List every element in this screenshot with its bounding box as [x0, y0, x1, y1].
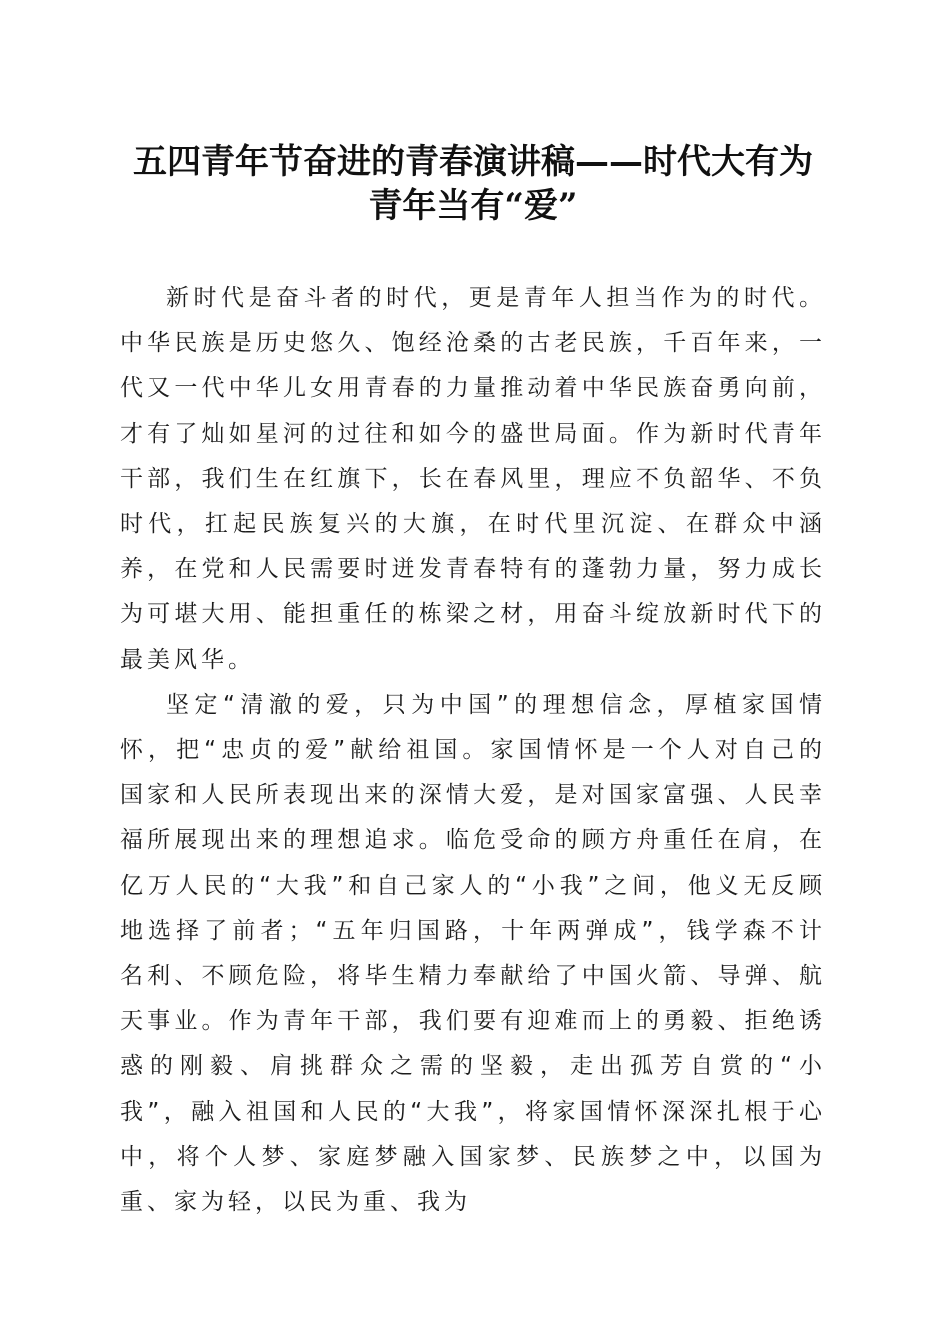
title-line-2: 青年当有“爱” — [368, 186, 578, 226]
paragraph-2: 坚定“清澈的爱，只为中国”的理想信念，厚植家国情怀，把“忠贞的爱”献给祖国。家国情怀是一个人对自己的国家和人民所表现出来的深情大爱，是对国家富强、人民幸福所展现出来的理想追求。临危受命的顾方舟重任在肩，在亿万人民的“大我”和自己家人的“小我”之间，他义无反顾地选择了前者；“五年归国路，十年两弹成”，钱学森不计名利、不顾危险，将毕生精力奉献给了中国火箭、导弹、航天事业。作为青年干部，我们要有迎难而上的勇毅、拒绝诱惑的刚毅、肩挑群众之需的坚毅，走出孤芳自赏的“小我”，融入祖国和人民的“大我”，将家国情怀深深扎根于心中，将个人梦、家庭梦融入国家梦、民族梦之中，以国为重、家为轻，以民为重、我为 — [120, 691, 826, 1216]
document-title — [118, 140, 828, 228]
paragraph-1: 新时代是奋斗者的时代，更是青年人担当作为的时代。中华民族是历史悠久、饱经沧桑的古老民族，千百年来，一代又一代中华儿女用青春的力量推动着中华民族奋勇向前，才有了灿如星河的过往和如今的盛世局面。作为新时代青年干部，我们生在红旗下，长在春风里，理应不负韶华、不负时代，扛起民族复兴的大旗，在时代里沉淀、在群众中涵养，在党和人民需要时迸发青春特有的蓬勃力量，努力成长为可堪大用、能担重任的栋梁之材，用奋斗绽放新时代下的最美风华。 — [120, 285, 826, 673]
document-body — [120, 276, 826, 1225]
title-line-1: 五四青年节奋进的青春演讲稿——时代大有为 — [133, 142, 813, 182]
